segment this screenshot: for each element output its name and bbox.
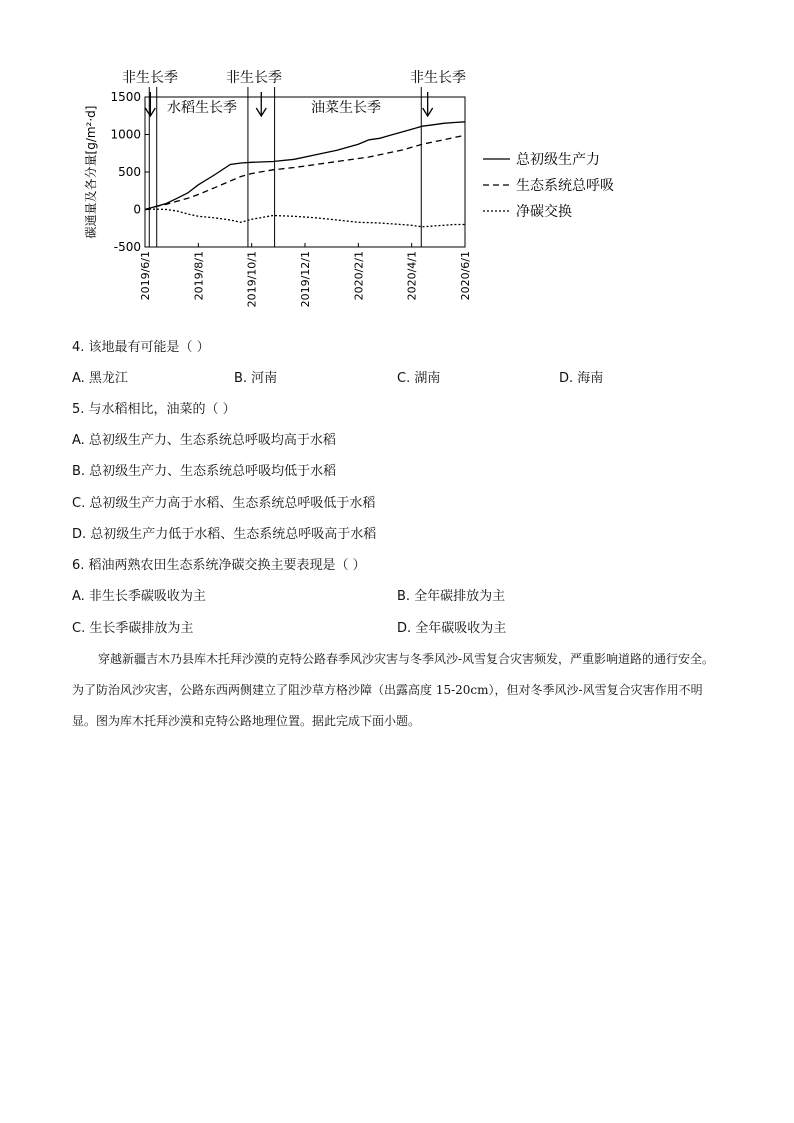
chart-legend <box>483 151 614 220</box>
question-4-stem: 4. 该地最有可能是（ ） <box>72 340 210 355</box>
season-label-rice: 水稻生长季 <box>167 100 237 116</box>
season-label-non-growing-2: 非生长季 <box>226 70 282 86</box>
q4-option-b[interactable]: B. 河南 <box>234 371 278 386</box>
q6-option-b[interactable]: B. 全年碳排放为主 <box>397 589 506 604</box>
q4-option-d[interactable]: D. 海南 <box>559 371 604 386</box>
legend-label: 净碳交换 <box>516 204 572 220</box>
chart-series <box>145 122 465 227</box>
chart-axes <box>83 90 472 307</box>
passage-paragraph: 穿越新疆吉木乃县库木托拜沙漠的克特公路春季风沙灾害与冬季风沙-风雪复合灾害频发，严重影响道路的通行安全。为了防治风沙灾害，公路东西两侧建立了阻沙草方格沙障（出露高度 15-20cm），但对冬季风沙-风雪复合灾害作用不明显。图为库木托拜沙漠和克特公路地理位置。据此完成下面小题。 <box>72 652 715 728</box>
q5-option-a[interactable]: A. 总初级生产力、生态系统总呼吸均高于水稻 <box>72 433 336 448</box>
y-tick-label: -500 <box>113 240 141 254</box>
plot-frame <box>145 97 465 247</box>
question-6-stem: 6. 稻油两熟农田生态系统净碳交换主要表现是（ ） <box>72 558 366 573</box>
series-line <box>145 122 465 210</box>
x-tick-label: 2019/6/1 <box>139 251 152 301</box>
x-tick-label: 2020/6/1 <box>459 251 472 301</box>
x-tick-label: 2019/12/1 <box>299 251 312 308</box>
q4-option-a[interactable]: A. 黑龙江 <box>72 371 128 386</box>
q6-option-d[interactable]: D. 全年碳吸收为主 <box>397 621 507 636</box>
y-tick-label: 500 <box>118 165 141 179</box>
q5-option-d[interactable]: D. 总初级生产力低于水稻、生态系统总呼吸高于水稻 <box>72 527 377 542</box>
y-tick-label: 1000 <box>110 127 141 142</box>
series-line <box>145 209 465 227</box>
season-label-rapeseed: 油菜生长季 <box>311 100 381 116</box>
x-tick-label: 2020/4/1 <box>405 251 419 301</box>
series-line <box>145 135 465 209</box>
season-label-non-growing-1: 非生长季 <box>122 70 178 86</box>
legend-label: 生态系统总呼吸 <box>516 178 614 194</box>
y-axis-label: 碳通量及各分量[g/m²·d] <box>84 105 98 239</box>
x-tick-label: 2019/10/1 <box>245 251 259 308</box>
season-label-non-growing-3: 非生长季 <box>410 70 466 86</box>
y-tick-label: 0 <box>133 202 141 217</box>
x-tick-label: 2019/8/1 <box>192 251 206 301</box>
chart-labels <box>122 69 466 116</box>
q5-option-b[interactable]: B. 总初级生产力、生态系统总呼吸均低于水稻 <box>72 464 337 479</box>
y-tick-label: 1500 <box>110 90 141 104</box>
legend-label: 总初级生产力 <box>516 152 600 168</box>
question-5-stem: 5. 与水稻相比，油菜的（ ） <box>72 402 236 417</box>
q6-option-a[interactable]: A. 非生长季碳吸收为主 <box>72 589 206 604</box>
q4-option-c[interactable]: C. 湖南 <box>397 371 441 386</box>
x-tick-label: 2020/2/1 <box>352 251 366 301</box>
q6-option-c[interactable]: C. 生长季碳排放为主 <box>72 621 194 636</box>
carbon-flux-chart <box>70 60 650 325</box>
q5-option-c[interactable]: C. 总初级生产力高于水稻、生态系统总呼吸低于水稻 <box>72 496 376 511</box>
